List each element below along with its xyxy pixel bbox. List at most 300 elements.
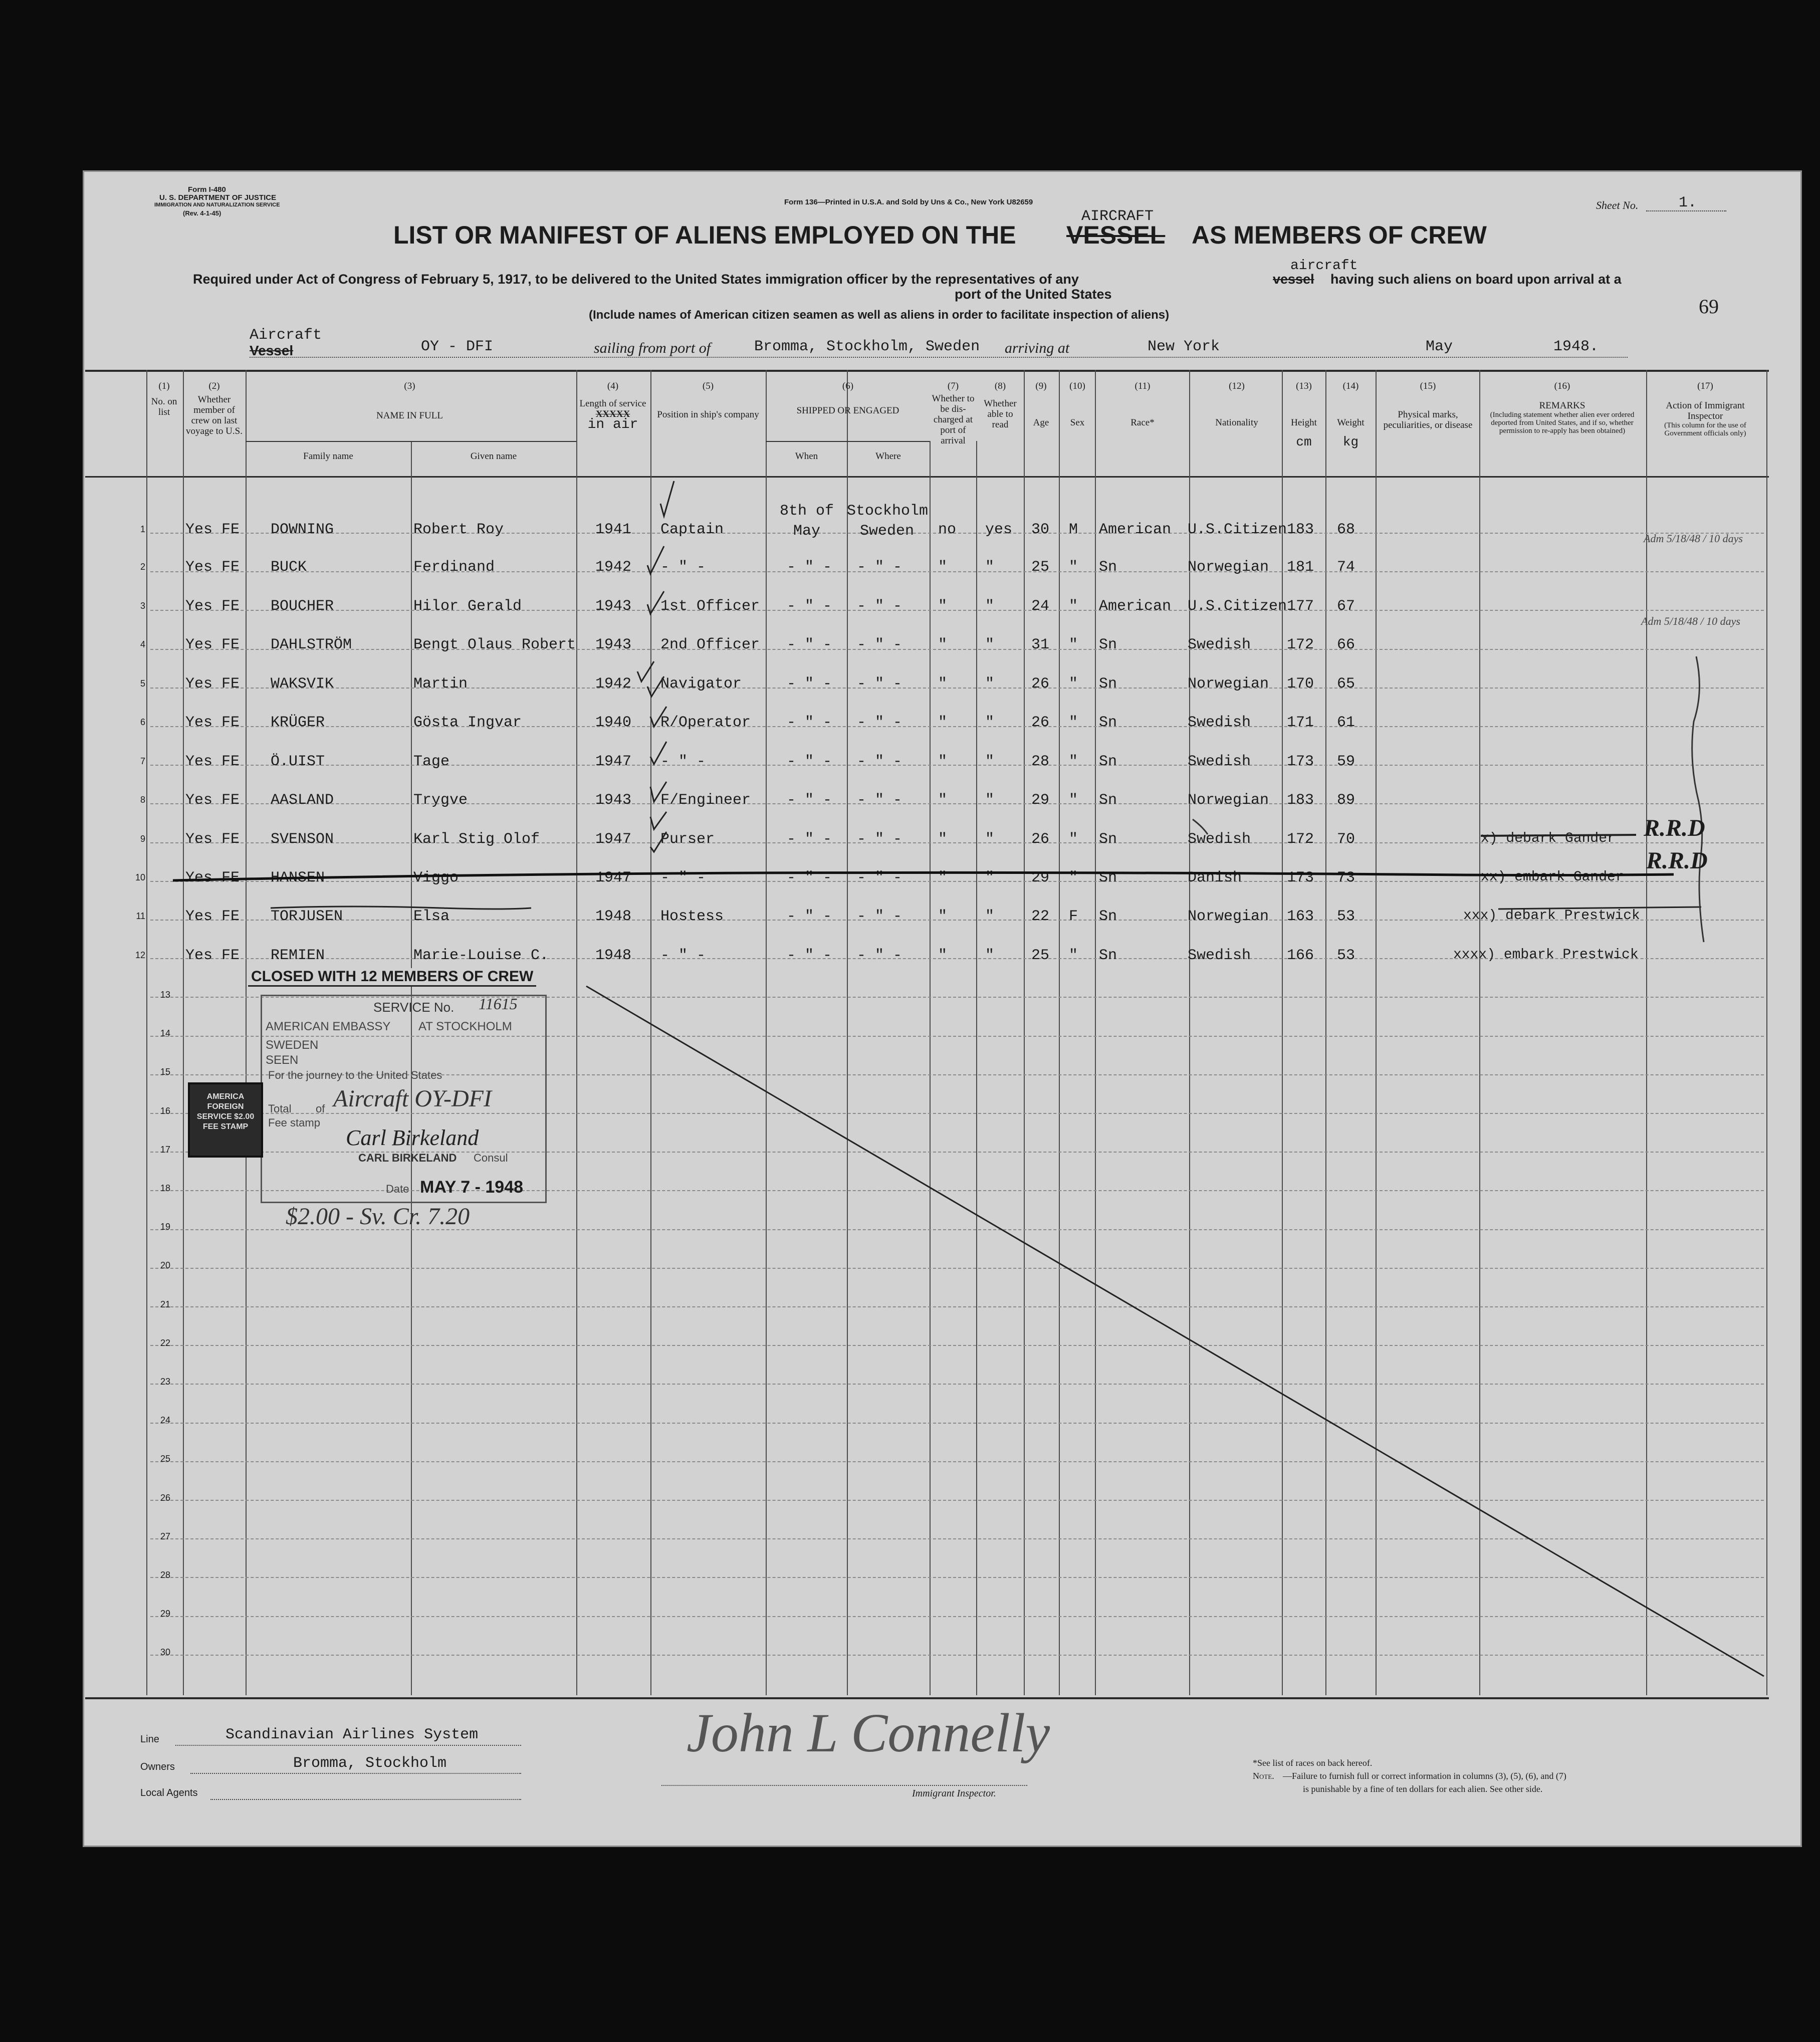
cell-nationality: Swedish	[1188, 714, 1251, 731]
cell-height: 173	[1287, 869, 1314, 886]
cell-when: - " -	[787, 559, 832, 576]
agents-underline	[210, 1799, 521, 1800]
cell-read: "	[985, 598, 995, 615]
cell-height: 166	[1287, 947, 1314, 964]
cell-crew: Yes FE	[185, 598, 240, 615]
journey-label: For the journey to the United States	[268, 1069, 442, 1081]
cell-weight: 74	[1337, 559, 1355, 576]
cell-height: 172	[1287, 831, 1314, 848]
cell-where: - " -	[857, 675, 902, 693]
seen-label: SEEN	[266, 1053, 299, 1067]
arriving-port: New York	[1148, 338, 1220, 355]
cell-weight: 65	[1337, 675, 1355, 693]
cell-when: - " -	[787, 598, 832, 615]
cell-race: Sn	[1099, 559, 1117, 576]
cell-race: Sn	[1099, 947, 1117, 964]
cell-service: 1948	[595, 947, 632, 964]
cell-where: - " -	[857, 869, 902, 886]
action-annotation-2: Adm 5/18/48 / 10 days	[1641, 615, 1740, 627]
cell-discharged: "	[938, 869, 948, 886]
col8-header: (8) Whether able to read	[984, 381, 1017, 430]
title-struck: VESSEL	[1066, 221, 1166, 249]
cell-read: "	[985, 636, 995, 653]
cell-age: 30	[1031, 521, 1050, 538]
cell-read: "	[985, 559, 995, 576]
agents-label: Local Agents	[140, 1787, 198, 1798]
cell-no: 2	[140, 562, 145, 572]
cell-service: 1947	[595, 753, 632, 770]
cell-no: 12	[135, 950, 145, 960]
cell-where: - " -	[857, 831, 902, 848]
cell-weight: 66	[1337, 636, 1355, 653]
owners-value: Bromma, Stockholm	[293, 1755, 447, 1772]
row-number: 17	[160, 1145, 170, 1155]
cell-family: BUCK	[271, 559, 307, 576]
cell-crew: Yes FE	[185, 636, 240, 653]
cell-position: Captain	[660, 521, 724, 538]
col12-header: (12) Nationality	[1215, 381, 1258, 428]
cell-sex: "	[1069, 753, 1078, 770]
cell-crew: Yes FE	[185, 753, 240, 770]
cell-where: - " -	[857, 714, 902, 731]
cell-where: - " -	[857, 792, 902, 809]
cell-no: 1	[140, 524, 145, 534]
cell-sex: "	[1069, 714, 1078, 731]
cell-position: F/Engineer	[660, 792, 751, 809]
cell-family: HANSEN	[271, 869, 325, 886]
vessel-name: OY - DFI	[421, 338, 494, 355]
row-number: 19	[160, 1222, 170, 1232]
cell-sex: "	[1069, 675, 1078, 693]
fee-note: $2.00 - Sv. Cr. 7.20	[286, 1203, 470, 1230]
cell-family: SVENSON	[271, 831, 334, 848]
cell-height: 181	[1287, 559, 1314, 576]
cell-age: 24	[1031, 598, 1050, 615]
cell-service: 1943	[595, 792, 632, 809]
embassy-country: SWEDEN	[266, 1038, 319, 1052]
arrival-month: May	[1426, 338, 1453, 355]
cell-read: yes	[985, 521, 1013, 538]
cell-family: DOWNING	[271, 521, 334, 538]
cell-position: Purser	[660, 831, 715, 848]
cell-discharged: "	[938, 947, 948, 964]
cell-race: Sn	[1099, 831, 1117, 848]
cell-crew: Yes FE	[185, 559, 240, 576]
cell-discharged: "	[938, 792, 948, 809]
title-inserted: AIRCRAFT	[1081, 208, 1154, 225]
cell-given: Viggo	[413, 869, 459, 886]
consul-signature: Carl Birkeland	[346, 1125, 479, 1150]
cell-no: 7	[140, 756, 145, 766]
row-number: 20	[160, 1260, 170, 1270]
cell-when: - " -	[787, 869, 832, 886]
inspector-label: Immigrant Inspector.	[912, 1788, 996, 1799]
cell-discharged: "	[938, 636, 948, 653]
cell-sex: M	[1069, 521, 1078, 538]
row11-strike	[271, 906, 531, 909]
cell-where: - " -	[857, 598, 902, 615]
cell-position: - " -	[660, 753, 706, 770]
cell-no: 11	[136, 911, 145, 921]
aircraft-handwritten: Aircraft OY-DFI	[333, 1085, 492, 1112]
cell-position: - " -	[660, 947, 706, 964]
sheet-label: Sheet No.	[1596, 199, 1639, 211]
cell-sex: "	[1069, 831, 1078, 848]
cell-when: - " -	[787, 675, 832, 693]
cell-read: "	[985, 831, 995, 848]
note-label: Note.	[1253, 1771, 1274, 1781]
vessel-label-struck: Vessel	[250, 343, 294, 358]
cell-nationality: Norwegian	[1188, 792, 1269, 809]
cell-height: 173	[1287, 753, 1314, 770]
embassy-city: AT STOCKHOLM	[418, 1020, 512, 1033]
col6-when-header: When	[795, 451, 818, 462]
owners-label: Owners	[140, 1761, 175, 1772]
cell-family: AASLAND	[271, 792, 334, 809]
cell-weight: 68	[1337, 521, 1355, 538]
cell-position: 1st Officer	[660, 598, 760, 615]
cell-service: 1948	[595, 908, 632, 925]
row-number: 15	[160, 1067, 170, 1077]
cell-discharged: "	[938, 598, 948, 615]
cell-sex: "	[1069, 559, 1078, 576]
cell-read: "	[985, 714, 995, 731]
cell-age: 31	[1031, 636, 1050, 653]
cell-nationality: Swedish	[1188, 947, 1251, 964]
cell-where: - " -	[857, 753, 902, 770]
subtitle-struck: vessel	[1273, 272, 1314, 287]
cell-discharged: "	[938, 831, 948, 848]
cell-position: Hostess	[660, 908, 724, 925]
cell-height: 170	[1287, 675, 1314, 693]
line-label: Line	[140, 1734, 159, 1745]
cell-no: 9	[140, 834, 145, 844]
col9-header: (9) Age	[1033, 381, 1049, 428]
cell-nationality: Danish	[1188, 869, 1242, 886]
cell-crew: Yes FE	[185, 521, 240, 538]
cell-where: - " -	[857, 636, 902, 653]
cell-age: 29	[1031, 869, 1050, 886]
col3-family-header: Family name	[303, 451, 353, 462]
cell-read: "	[985, 675, 995, 693]
action-annotation-1: Adm 5/18/48 / 10 days	[1644, 532, 1743, 545]
col6-header: (6) SHIPPED OR ENGAGED	[796, 381, 899, 416]
row9-remark-strike	[1481, 835, 1636, 836]
cell-when: - " -	[787, 792, 832, 809]
sailing-label: sailing from port of	[594, 340, 711, 356]
cell-given: Ferdinand	[413, 559, 495, 576]
col2-header: (2) Whether member of crew on last voyage to U.S.	[186, 381, 243, 436]
cell-remarks: x) debark Gander	[1481, 831, 1616, 846]
form-number: Form I-480	[188, 185, 226, 194]
cell-race: Sn	[1099, 675, 1117, 693]
service-number-label: SERVICE No.	[373, 1000, 454, 1015]
cell-where: - " -	[857, 559, 902, 576]
cell-sex: "	[1069, 792, 1078, 809]
cell-read: "	[985, 908, 995, 925]
cell-sex: "	[1069, 947, 1078, 964]
cell-family: REMIEN	[271, 947, 325, 964]
cell-weight: 70	[1337, 831, 1355, 848]
closed-stamp: CLOSED WITH 12 MEMBERS OF CREW	[248, 968, 536, 987]
page-number: 69	[1699, 295, 1719, 318]
cell-weight: 59	[1337, 753, 1355, 770]
cell-crew: Yes FE	[185, 714, 240, 731]
col6-where-header: Where	[875, 451, 901, 462]
subtitle-inserted: aircraft	[1290, 258, 1358, 274]
row-number: 14	[160, 1028, 170, 1038]
title-left: LIST OR MANIFEST OF ALIENS EMPLOYED ON THE	[393, 221, 1016, 249]
cell-race: Sn	[1099, 792, 1117, 809]
row-number: 16	[160, 1106, 170, 1116]
cell-family: TORJUSEN	[271, 908, 343, 925]
cell-weight: 89	[1337, 792, 1355, 809]
cell-family: Ö.UIST	[271, 753, 325, 770]
cell-height: 183	[1287, 792, 1314, 809]
owners-underline	[190, 1773, 521, 1774]
row-number: 30	[160, 1647, 170, 1657]
cell-read: "	[985, 792, 995, 809]
cell-remarks: xxx) debark Prestwick	[1463, 908, 1640, 924]
cell-weight: 53	[1337, 947, 1355, 964]
cell-no: 10	[135, 872, 145, 882]
from-port: Bromma, Stockholm, Sweden	[754, 338, 980, 355]
cell-race: American	[1099, 521, 1172, 538]
cell-race: Sn	[1099, 714, 1117, 731]
row-number: 25	[160, 1454, 170, 1464]
arrival-year: 1948.	[1553, 338, 1599, 355]
cell-given: Martin	[413, 675, 468, 693]
cell-given: Tage	[413, 753, 450, 770]
cell-crew: Yes FE	[185, 947, 240, 964]
printer-line: Form 136—Printed in U.S.A. and Sold by Uns & Co., New York U82659	[784, 198, 1033, 206]
cell-race: Sn	[1099, 636, 1117, 653]
cell-service: 1947	[595, 869, 632, 886]
title-right: AS MEMBERS OF CREW	[1192, 221, 1487, 249]
cell-weight: 73	[1337, 869, 1355, 886]
cell-age: 22	[1031, 908, 1050, 925]
row-number: 29	[160, 1609, 170, 1619]
cell-read: "	[985, 869, 995, 886]
cell-height: 183	[1287, 521, 1314, 538]
consul-title: Consul	[474, 1152, 508, 1164]
cancel-diagonal-line	[586, 986, 1764, 1676]
cell-age: 25	[1031, 559, 1050, 576]
cell-age: 26	[1031, 714, 1050, 731]
cell-when: - " -	[787, 947, 832, 964]
cell-service: 1942	[595, 559, 632, 576]
col17-header: (17) Action of Immigrant Inspector (This column for the use of Government officials only)	[1664, 381, 1746, 437]
cell-weight: 53	[1337, 908, 1355, 925]
cell-race: Sn	[1099, 753, 1117, 770]
cell-given: Karl Stig Olof	[413, 831, 540, 848]
embassy-name: AMERICAN EMBASSY	[266, 1020, 391, 1033]
cell-family: KRÜGER	[271, 714, 325, 731]
cell-discharged: "	[938, 675, 948, 693]
cell-remarks: xx) embark Gander	[1481, 869, 1624, 885]
cell-no: 5	[140, 678, 145, 689]
cell-given: Marie-Louise C.	[413, 947, 549, 964]
note-text-2: is punishable by a fine of ten dollars for each alien. See other side.	[1303, 1784, 1543, 1794]
cell-when: - " -	[787, 908, 832, 925]
col3-given-header: Given name	[470, 451, 517, 462]
row-number: 27	[160, 1531, 170, 1541]
cell-where: - " -	[857, 947, 902, 964]
cell-given: Robert Roy	[413, 521, 504, 538]
cell-where: Stockholm Sweden	[847, 503, 929, 540]
col15-header: (15) Physical marks, peculiarities, or disease	[1383, 381, 1473, 430]
col10-header: (10) Sex	[1069, 381, 1085, 428]
cell-given: Elsa	[413, 908, 450, 925]
fee-stamp-label: Fee stamp	[268, 1116, 320, 1129]
cell-family: BOUCHER	[271, 598, 334, 615]
fee-stamp: AMERICA FOREIGN SERVICE $2.00 FEE STAMP	[188, 1082, 263, 1158]
cell-age: 29	[1031, 792, 1050, 809]
cell-when: - " -	[787, 753, 832, 770]
cell-weight: 67	[1337, 598, 1355, 615]
cell-nationality: Swedish	[1188, 753, 1251, 770]
col14-header: (14) Weight kg	[1337, 381, 1364, 449]
cell-nationality: U.S.Citizen	[1188, 521, 1287, 538]
cell-age: 28	[1031, 753, 1050, 770]
cell-service: 1943	[595, 598, 632, 615]
cell-discharged: no	[938, 521, 957, 538]
cell-service: 1940	[595, 714, 632, 731]
bracket-line	[1692, 656, 1704, 942]
cell-nationality: Norwegian	[1188, 559, 1269, 576]
cell-race: Sn	[1099, 869, 1117, 886]
cell-discharged: "	[938, 714, 948, 731]
rrd-initials-1: R.R.D	[1644, 815, 1705, 841]
cell-position: - " -	[660, 869, 706, 886]
consul-name: CARL BIRKELAND	[358, 1152, 457, 1164]
row11-remark-strike	[1498, 907, 1701, 909]
cell-sex: "	[1069, 636, 1078, 653]
cell-crew: Yes FE	[185, 675, 240, 693]
cell-age: 25	[1031, 947, 1050, 964]
row-number: 23	[160, 1377, 170, 1387]
col13-header: (13) Height cm	[1291, 381, 1317, 449]
inspector-signature: John L Connelly	[687, 1702, 1050, 1763]
cell-sex: "	[1069, 598, 1078, 615]
cell-crew: Yes FE	[185, 869, 240, 886]
row-number: 13	[160, 990, 170, 1000]
vessel-label-inserted: Aircraft	[250, 327, 322, 344]
cell-discharged: "	[938, 559, 948, 576]
cell-position: - " -	[660, 559, 706, 576]
cell-where: - " -	[857, 908, 902, 925]
cell-service: 1942	[595, 675, 632, 693]
cell-when: - " -	[787, 831, 832, 848]
cell-weight: 61	[1337, 714, 1355, 731]
cell-given: Trygve	[413, 792, 468, 809]
cell-position: 2nd Officer	[660, 636, 760, 653]
row-number: 18	[160, 1183, 170, 1193]
subtitle-2: port of the United States	[955, 287, 1112, 302]
cell-nationality: Swedish	[1188, 831, 1251, 848]
revision: (Rev. 4-1-45)	[183, 209, 221, 217]
col5-header: (5) Position in ship's company	[657, 381, 759, 420]
cell-read: "	[985, 753, 995, 770]
cell-discharged: "	[938, 908, 948, 925]
subtitle-1a: Required under Act of Congress of February 5, 1917, to be delivered to the United States immigration officer by the representatives of any	[193, 272, 1079, 287]
cell-position: Navigator	[660, 675, 742, 693]
cell-discharged: "	[938, 753, 948, 770]
line-underline	[175, 1745, 521, 1746]
races-note: *See list of races on back hereof.	[1253, 1758, 1373, 1768]
cell-no: 8	[140, 795, 145, 805]
cell-when: - " -	[787, 714, 832, 731]
cell-service: 1947	[595, 831, 632, 848]
of-label: of	[316, 1102, 325, 1115]
row-number: 21	[160, 1299, 170, 1309]
cell-no: 3	[140, 601, 145, 611]
cell-sex: F	[1069, 908, 1078, 925]
sheet-number: 1.	[1679, 194, 1697, 211]
col4-header: (4) Length of service XXXXX in air	[579, 381, 646, 432]
subtitle-3: (Include names of American citizen seamen as well as aliens in order to facilitate inspection of aliens)	[589, 308, 1170, 322]
col16-header: (16) REMARKS (Including statement whether alien ever ordered deported from United States, and if so, whether permission to re-apply has been obtained)	[1490, 381, 1635, 435]
cell-remarks: xxxx) embark Prestwick	[1453, 947, 1639, 963]
cell-nationality: Swedish	[1188, 636, 1251, 653]
cell-crew: Yes FE	[185, 792, 240, 809]
cell-age: 26	[1031, 831, 1050, 848]
row-number: 28	[160, 1570, 170, 1580]
cell-service: 1941	[595, 521, 632, 538]
row-number: 24	[160, 1415, 170, 1425]
cell-age: 26	[1031, 675, 1050, 693]
col11-header: (11) Race*	[1130, 381, 1155, 428]
note-text-1: —Failure to furnish full or correct information in columns (3), (5), (6), and (7)	[1283, 1771, 1566, 1781]
cell-height: 163	[1287, 908, 1314, 925]
department: U. S. DEPARTMENT OF JUSTICE	[159, 193, 277, 202]
row-number: 22	[160, 1338, 170, 1348]
date-label: Date	[386, 1183, 409, 1195]
cell-nationality: Norwegian	[1188, 675, 1269, 693]
row10-strike	[173, 872, 1674, 880]
cell-no: 4	[140, 639, 145, 649]
rrd-initials-2: R.R.D	[1646, 847, 1708, 874]
cell-service: 1943	[595, 636, 632, 653]
cell-height: 171	[1287, 714, 1314, 731]
arriving-label: arriving at	[1005, 340, 1070, 356]
inspector-underline	[661, 1785, 1027, 1786]
col7-header: (7) Whether to be dis-charged at port of arrival	[932, 381, 975, 446]
check-marks	[637, 481, 674, 852]
col1-header: (1) No. on list	[151, 381, 177, 417]
cell-race: American	[1099, 598, 1172, 615]
cell-no: 6	[140, 717, 145, 727]
service-number: 11615	[479, 995, 518, 1013]
line-value: Scandinavian Airlines System	[225, 1726, 479, 1743]
stamp-date: MAY 7 - 1948	[420, 1178, 524, 1197]
cell-when: - " -	[787, 636, 832, 653]
subtitle-1b: having such aliens on board upon arrival at a	[1330, 272, 1622, 287]
cell-nationality: U.S.Citizen	[1188, 598, 1287, 615]
cell-height: 177	[1287, 598, 1314, 615]
row9-bracket-tick	[1193, 819, 1208, 834]
cell-family: DAHLSTRÖM	[271, 636, 352, 653]
cell-given: Hilor Gerald	[413, 598, 522, 615]
cell-position: R/Operator	[660, 714, 751, 731]
cell-nationality: Norwegian	[1188, 908, 1269, 925]
cell-given: Gösta Ingvar	[413, 714, 522, 731]
cell-race: Sn	[1099, 908, 1117, 925]
cell-family: WAKSVIK	[271, 675, 334, 693]
total-label: Total	[268, 1102, 292, 1115]
cell-sex: "	[1069, 869, 1078, 886]
cell-crew: Yes FE	[185, 831, 240, 848]
